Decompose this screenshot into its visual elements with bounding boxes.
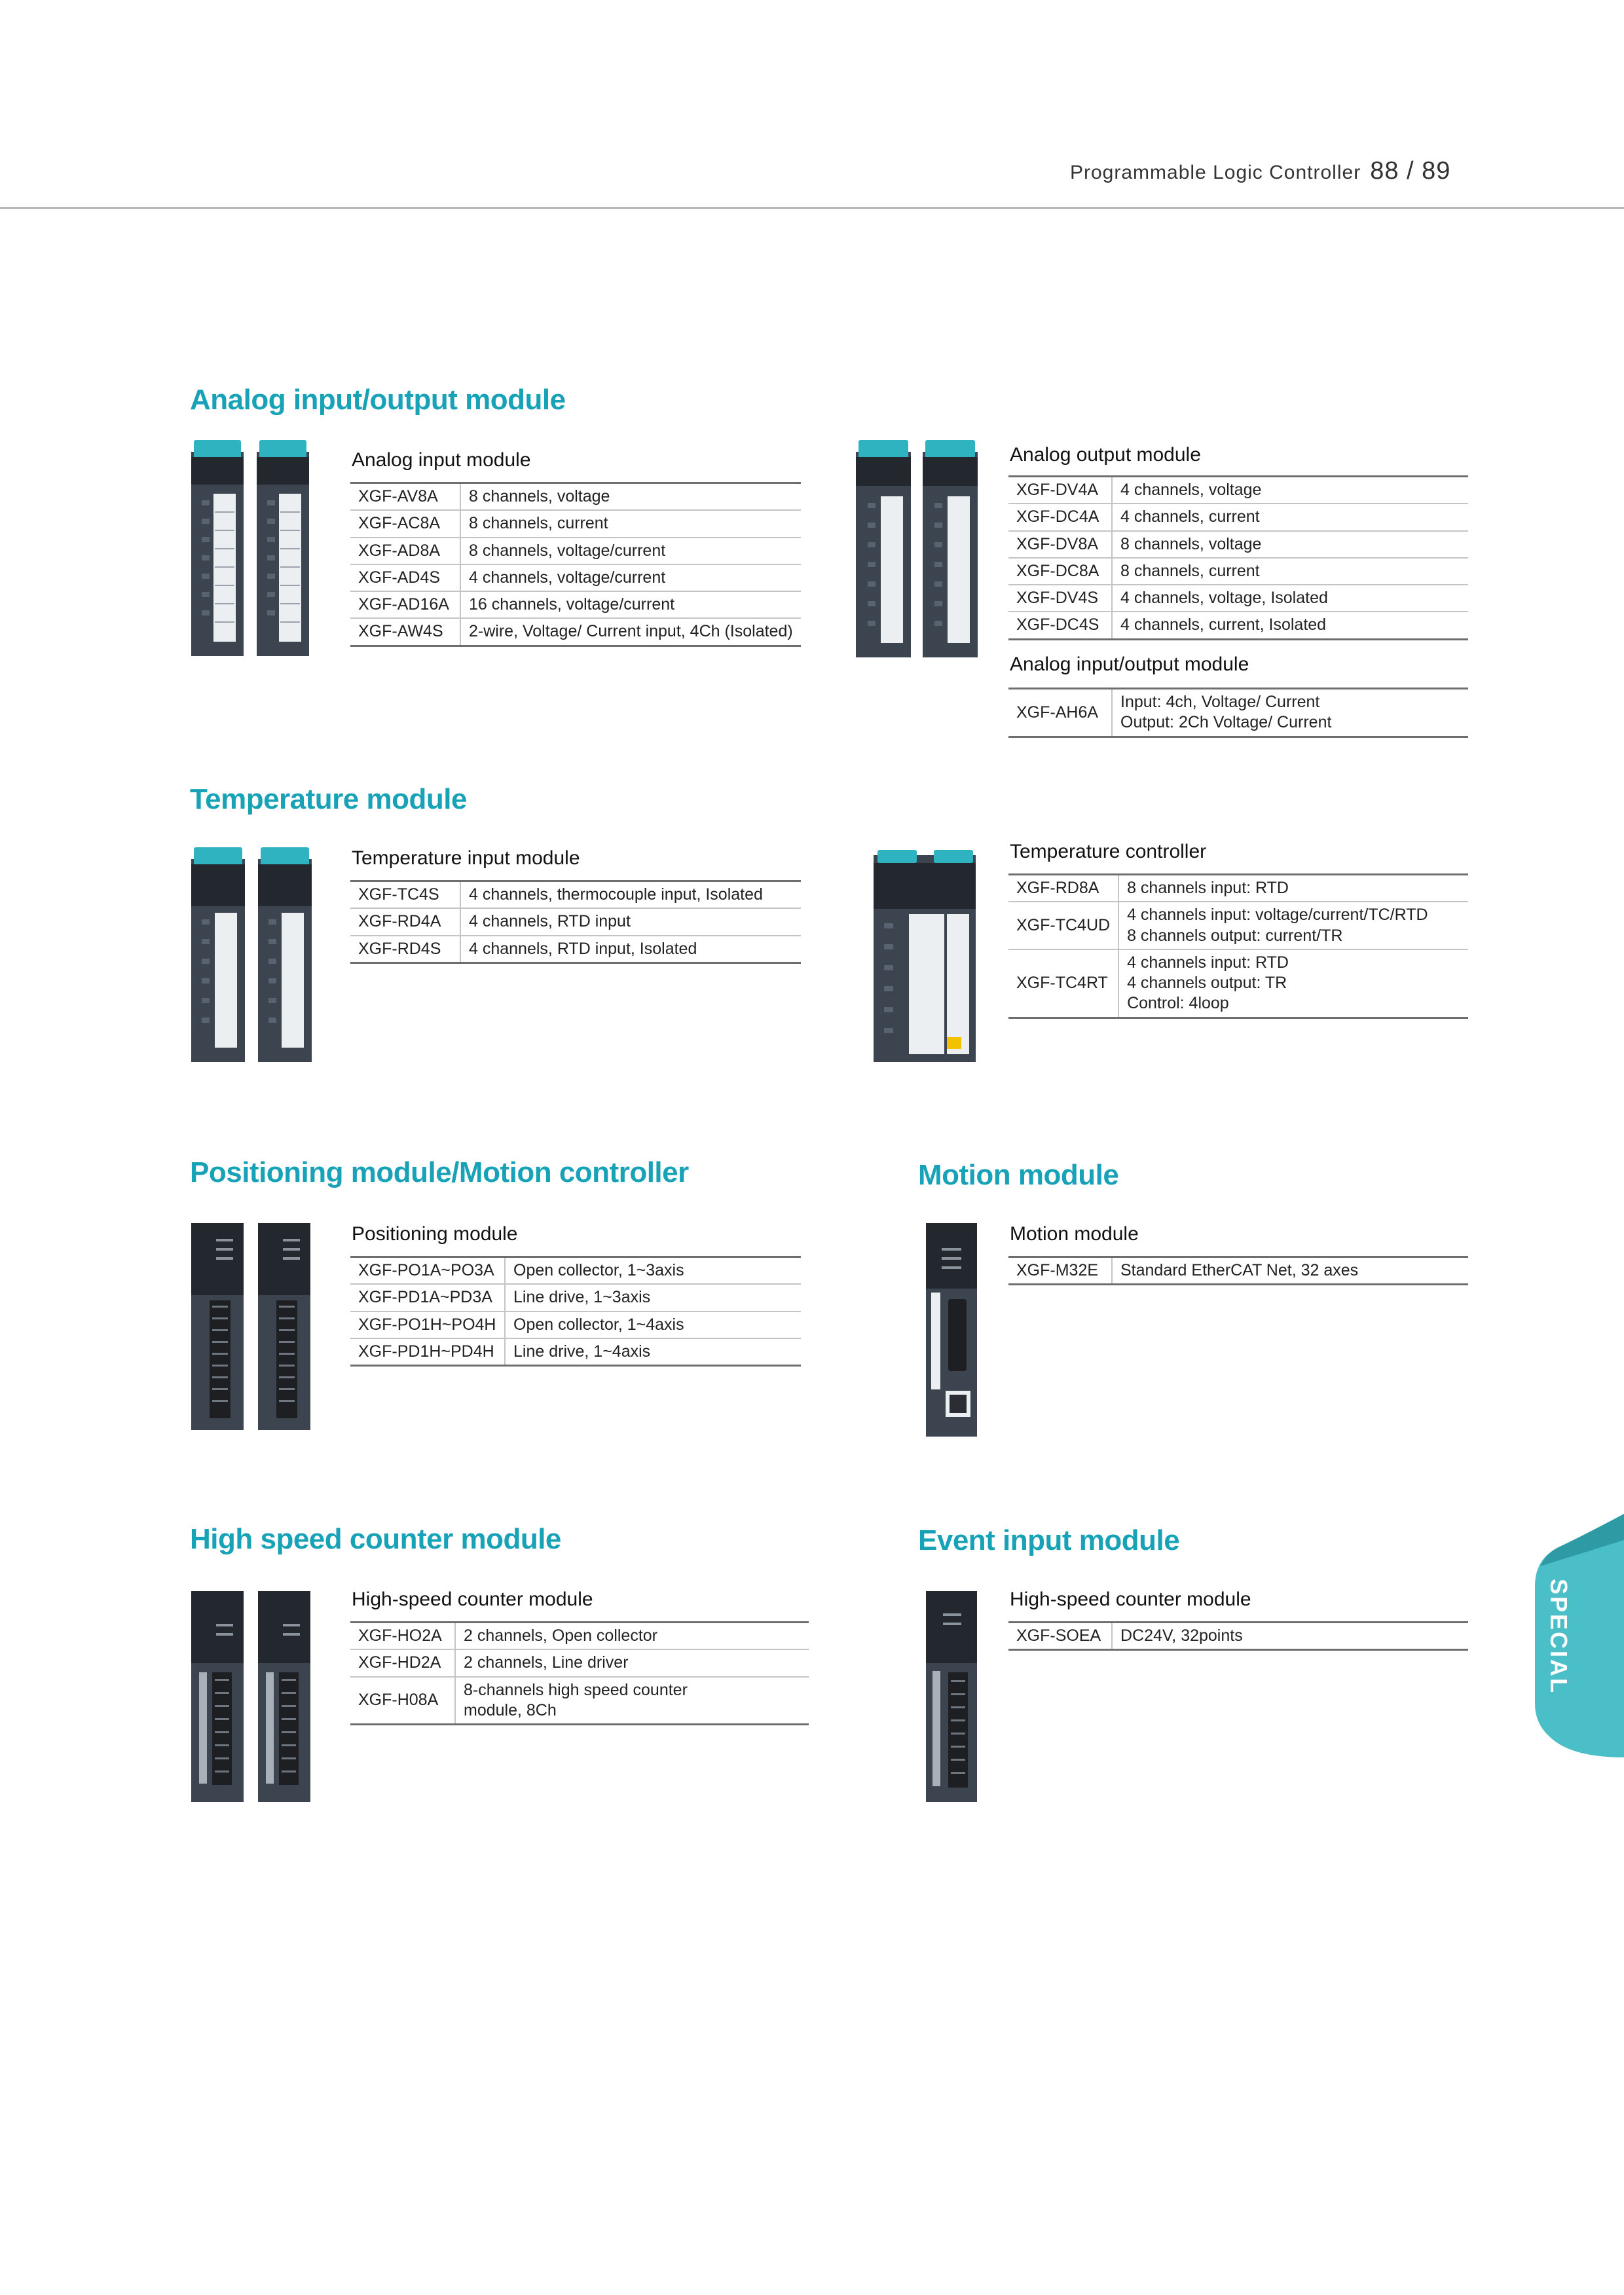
page-numbers: 88 / 89 xyxy=(1370,157,1451,185)
table-row: XGF-HO2A 2 channels, Open collector xyxy=(350,1623,809,1650)
table-positioning-module xyxy=(350,1256,801,1367)
temperature-controller-image xyxy=(871,849,982,1066)
table-row: XGF-AV8A 8 channels, voltage xyxy=(350,483,801,511)
table-temperature-input xyxy=(350,880,801,964)
table-row: XGF-AW4S 2-wire, Voltage/ Current input, 4Ch (Isolated) xyxy=(350,618,801,646)
subtitle-positioning-module: Positioning module xyxy=(352,1223,518,1245)
subtitle-event-module: High-speed counter module xyxy=(1010,1588,1251,1610)
table-row: XGF-DC8A 8 channels, current xyxy=(1008,558,1468,585)
table-analog-output xyxy=(1008,475,1468,640)
table-analog-input xyxy=(350,482,801,647)
section-title-analog: Analog input/output module xyxy=(190,384,566,416)
section-title-event: Event input module xyxy=(918,1524,1180,1556)
section-title-motion: Motion module xyxy=(918,1159,1119,1191)
table-row: XGF-DC4S 4 channels, current, Isolated xyxy=(1008,612,1468,639)
table-row: XGF-DV4A 4 channels, voltage xyxy=(1008,477,1468,504)
table-row: XGF-AD16A 16 channels, voltage/current xyxy=(350,591,801,618)
table-motion-module xyxy=(1008,1256,1468,1285)
section-title-temperature: Temperature module xyxy=(190,783,467,815)
motion-module-image xyxy=(922,1219,981,1439)
table-row: XGF-PO1A~PO3A Open collector, 1~3axis xyxy=(350,1257,801,1285)
hsc-module-image xyxy=(190,1587,314,1805)
subtitle-temperature-controller: Temperature controller xyxy=(1010,841,1207,862)
subtitle-hsc-module: High-speed counter module xyxy=(352,1588,593,1610)
event-module-image xyxy=(922,1587,981,1805)
table-row: XGF-RD4A 4 channels, RTD input xyxy=(350,908,801,935)
table-row: XGF-H08A 8-channels high speed counter module, 8Ch xyxy=(350,1677,809,1725)
header-divider xyxy=(0,207,1624,209)
table-row: XGF-AC8A 8 channels, current xyxy=(350,510,801,537)
table-row: XGF-PD1A~PD3A Line drive, 1~3axis xyxy=(350,1284,801,1311)
temperature-input-module-image xyxy=(189,845,317,1065)
table-row: XGF-TC4UD 4 channels input: voltage/current/TC/RTD 8 channels output: current/TR xyxy=(1008,902,1468,949)
table-analog-io xyxy=(1008,688,1468,738)
header-title: Programmable Logic Controller xyxy=(1070,162,1361,183)
table-row: XGF-AH6A Input: 4ch, Voltage/ Current Output: 2Ch Voltage/ Current xyxy=(1008,689,1468,737)
table-row: XGF-AD4S 4 channels, voltage/current xyxy=(350,564,801,591)
table-row: XGF-RD4S 4 channels, RTD input, Isolated xyxy=(350,936,801,963)
table-hsc-module xyxy=(350,1621,809,1725)
table-temperature-controller xyxy=(1008,873,1468,1019)
table-row: XGF-DV8A 8 channels, voltage xyxy=(1008,531,1468,558)
table-row: XGF-TC4S 4 channels, thermocouple input, Isolated xyxy=(350,881,801,909)
subtitle-motion-module: Motion module xyxy=(1010,1223,1139,1245)
table-row: XGF-DC4A 4 channels, current xyxy=(1008,504,1468,530)
subtitle-temperature-input: Temperature input module xyxy=(352,847,580,869)
section-title-positioning: Positioning module/Motion controller xyxy=(190,1156,689,1188)
section-tab-label: SPECIAL xyxy=(1545,1579,1572,1695)
table-row: XGF-DV4S 4 channels, voltage, Isolated xyxy=(1008,585,1468,612)
analog-input-module-image xyxy=(189,437,313,659)
table-row: XGF-AD8A 8 channels, voltage/current xyxy=(350,538,801,564)
subtitle-analog-io: Analog input/output module xyxy=(1010,653,1249,675)
running-header xyxy=(1070,157,1450,185)
subtitle-analog-input: Analog input module xyxy=(352,449,531,471)
section-title-hsc: High speed counter module xyxy=(190,1523,561,1555)
table-row: XGF-M32E Standard EtherCAT Net, 32 axes xyxy=(1008,1257,1468,1285)
table-row: XGF-RD8A 8 channels input: RTD xyxy=(1008,875,1468,902)
analog-output-module-image xyxy=(853,437,1004,660)
table-row: XGF-SOEA DC24V, 32points xyxy=(1008,1623,1468,1650)
table-row: XGF-PD1H~PD4H Line drive, 1~4axis xyxy=(350,1338,801,1366)
table-row: XGF-PO1H~PO4H Open collector, 1~4axis xyxy=(350,1312,801,1338)
table-row: XGF-TC4RT 4 channels input: RTD 4 channels output: TR Control: 4loop xyxy=(1008,949,1468,1018)
subtitle-analog-output: Analog output module xyxy=(1010,444,1201,466)
table-event-module xyxy=(1008,1621,1468,1651)
positioning-module-image xyxy=(190,1219,314,1433)
table-row: XGF-HD2A 2 channels, Line driver xyxy=(350,1649,809,1676)
